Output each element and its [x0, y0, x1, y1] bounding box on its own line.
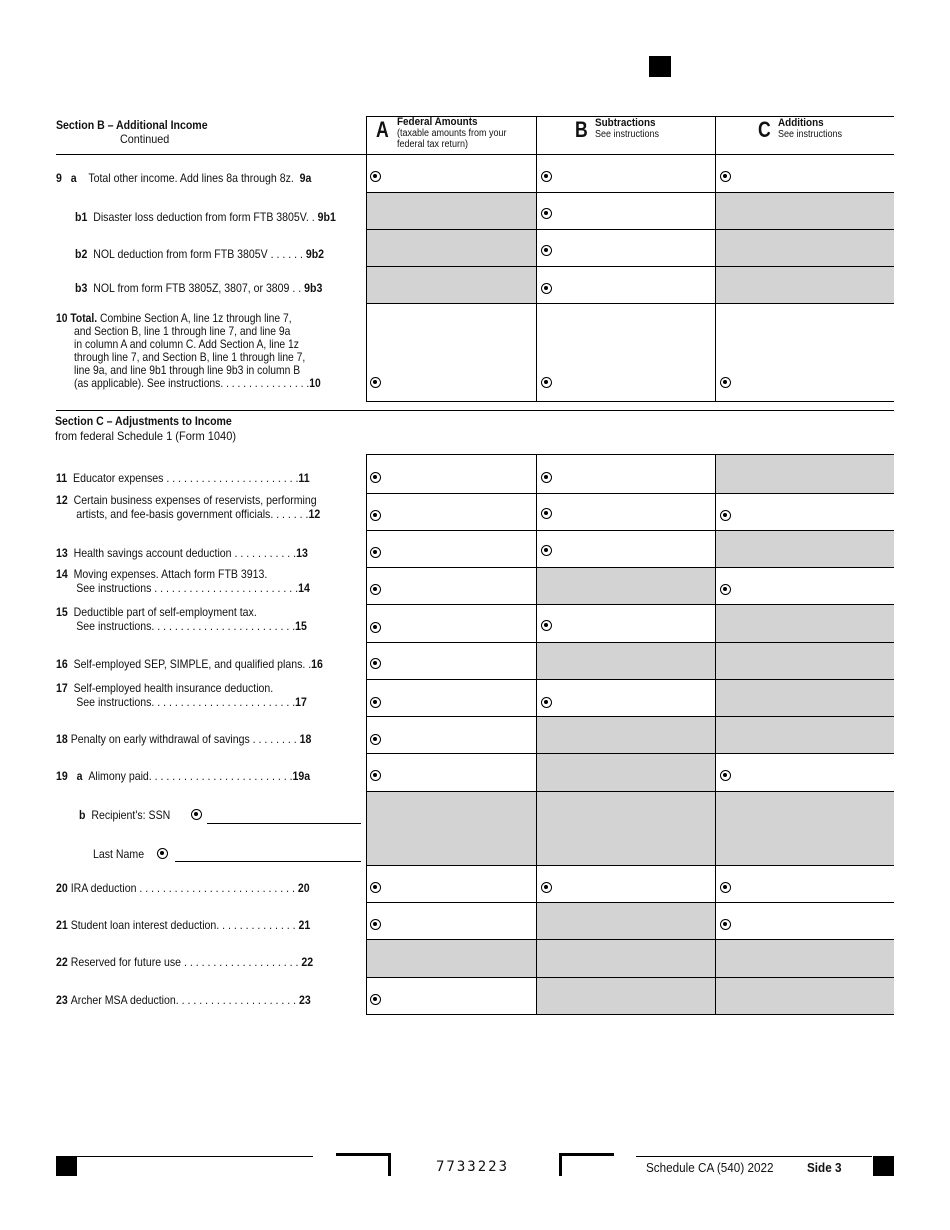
entry-field-marker[interactable]: [370, 547, 381, 558]
lastname-input-line[interactable]: [175, 861, 361, 862]
col-a-letter: A: [376, 117, 389, 142]
col-b-sub: See instructions: [595, 129, 660, 140]
gray-cell: [715, 679, 894, 716]
row-rule: [366, 454, 894, 455]
row-rule: [366, 604, 894, 605]
line-15-label: 15 Deductible part of self-employment tax. See instructions. . . . . . . . . . . . . . . . . . . . . . . . .15: [56, 605, 307, 633]
row-rule: [366, 567, 894, 568]
gray-cell: [715, 454, 894, 493]
line-10-label: 10 Total. Combine Section A, line 1z through line 7, and Section B, line 1 through line 7, and line 9a in column A and column C. Add Section A, line 1z through line 7, and Section B, line 1 through line 7, line 9a, and line 9b1 through line 9b3 in column B (as applicable). See instructions. . . . . . . . . . . . . . . .10: [56, 311, 321, 390]
line-9b2-label: b2 NOL deduction from form FTB 3805V . . . . . . 9b2: [75, 247, 325, 261]
column-rule: [715, 116, 716, 401]
line-9b3-label: b3 NOL from form FTB 3805Z, 3807, or 3809 . . 9b3: [75, 281, 323, 295]
row-rule: [366, 939, 894, 940]
gray-cell: [536, 567, 715, 604]
entry-field-marker[interactable]: [370, 770, 381, 781]
row-rule: [366, 791, 894, 792]
entry-field-marker[interactable]: [370, 734, 381, 745]
footer-bracket-left-side: [388, 1153, 391, 1176]
row-rule: [366, 401, 894, 402]
entry-field-marker[interactable]: [370, 622, 381, 633]
row-rule: [366, 530, 894, 531]
section-c-subtitle: from federal Schedule 1 (Form 1040): [55, 429, 237, 443]
entry-field-marker[interactable]: [541, 208, 552, 219]
footer-rule-left: [77, 1156, 313, 1157]
entry-field-marker[interactable]: [720, 510, 731, 521]
gray-cell: [536, 902, 715, 939]
entry-field-marker[interactable]: [541, 377, 552, 388]
line-13-label: 13 Health savings account deduction . . . . . . . . . . .13: [56, 546, 308, 560]
row-rule: [366, 753, 894, 754]
line-9a-label: 9 a Total other income. Add lines 8a through 8z. 9a: [56, 171, 312, 185]
registration-mark-bottom-right: [873, 1156, 894, 1176]
side-label: Side 3: [807, 1160, 842, 1175]
entry-field-marker[interactable]: [720, 377, 731, 388]
row-rule: [366, 902, 894, 903]
column-rule: [366, 454, 367, 1014]
col-b-title: Subtractions: [595, 117, 656, 129]
col-a-sub1: (taxable amounts from your: [397, 128, 507, 139]
line-18-label: 18 Penalty on early withdrawal of savings . . . . . . . . 18: [56, 732, 312, 746]
section-b-title: Section B – Additional Income: [56, 118, 208, 132]
barcode-number: 7733223: [436, 1159, 510, 1175]
row-rule: [366, 679, 894, 680]
entry-field-marker[interactable]: [720, 882, 731, 893]
entry-field-marker[interactable]: [541, 171, 552, 182]
line-19b-label: b Recipient's: SSN: [79, 808, 171, 822]
line-21-label: 21 Student loan interest deduction. . . . . . . . . . . . . . 21: [56, 918, 311, 932]
entry-field-marker[interactable]: [370, 882, 381, 893]
section-c-title: Section C – Adjustments to Income: [55, 414, 232, 428]
line-12-label: 12 Certain business expenses of reservists, performing artists, and fee-basis government officials. . . . . . .12: [56, 493, 321, 521]
row-rule: [366, 716, 894, 717]
entry-field-marker[interactable]: [370, 472, 381, 483]
ssn-entry-marker[interactable]: [191, 809, 202, 820]
row-rule: [366, 865, 894, 866]
entry-field-marker[interactable]: [370, 171, 381, 182]
line-9b1-label: b1 Disaster loss deduction from form FTB 3805V. . 9b1: [75, 210, 336, 224]
entry-field-marker[interactable]: [720, 171, 731, 182]
ssn-input-line[interactable]: [207, 823, 361, 824]
entry-field-marker[interactable]: [370, 697, 381, 708]
footer-bracket-right-side: [559, 1153, 562, 1176]
entry-field-marker[interactable]: [541, 697, 552, 708]
entry-field-marker[interactable]: [541, 545, 552, 556]
row-rule: [366, 192, 894, 193]
gray-cell: [366, 939, 894, 977]
section-b-subtitle: Continued: [120, 132, 170, 146]
entry-field-marker[interactable]: [720, 584, 731, 595]
column-rule: [536, 116, 537, 401]
footer-bracket-right-top: [559, 1153, 614, 1156]
registration-mark-top: [649, 56, 671, 77]
entry-field-marker[interactable]: [541, 620, 552, 631]
entry-field-marker[interactable]: [370, 584, 381, 595]
section-c-top-rule: [56, 410, 894, 411]
column-rule: [366, 116, 367, 401]
entry-field-marker[interactable]: [541, 245, 552, 256]
col-a-sub2: federal tax return): [397, 139, 469, 150]
column-rule: [715, 454, 716, 1014]
line-20-label: 20 IRA deduction . . . . . . . . . . . . . . . . . . . . . . . . . . . 20: [56, 881, 310, 895]
entry-field-marker[interactable]: [370, 919, 381, 930]
entry-field-marker[interactable]: [370, 510, 381, 521]
gray-cell: [715, 192, 894, 303]
line-16-label: 16 Self-employed SEP, SIMPLE, and qualified plans. .16: [56, 657, 323, 671]
row-rule: [366, 642, 894, 643]
gray-cell: [715, 604, 894, 642]
entry-field-marker[interactable]: [541, 283, 552, 294]
line-17-label: 17 Self-employed health insurance deduction. See instructions. . . . . . . . . . . . . . . . . . . . . . . . .17: [56, 681, 307, 709]
row-rule: [366, 493, 894, 494]
section-b-left-rule: [56, 154, 366, 155]
form-name: Schedule CA (540) 2022: [646, 1160, 774, 1175]
entry-field-marker[interactable]: [541, 882, 552, 893]
line-19a-label: 19 a Alimony paid. . . . . . . . . . . . . . . . . . . . . . . . .19a: [56, 769, 311, 783]
gray-cell: [536, 753, 715, 791]
entry-field-marker[interactable]: [541, 472, 552, 483]
entry-field-marker[interactable]: [370, 658, 381, 669]
gray-cell: [715, 530, 894, 567]
line-23-label: 23 Archer MSA deduction. . . . . . . . . . . . . . . . . . . . . 23: [56, 993, 311, 1007]
entry-field-marker[interactable]: [370, 994, 381, 1005]
lastname-entry-marker[interactable]: [157, 848, 168, 859]
col-c-title: Additions: [778, 117, 824, 129]
row-rule: [366, 154, 894, 155]
footer-rule-right: [636, 1156, 872, 1157]
entry-field-marker[interactable]: [370, 377, 381, 388]
gray-cell: [366, 791, 894, 865]
column-rule: [536, 454, 537, 1014]
registration-mark-bottom-left: [56, 1156, 77, 1176]
line-19b-lastname-label: Last Name: [93, 847, 145, 861]
gray-cell: [366, 192, 536, 303]
row-rule: [366, 229, 894, 230]
row-rule: [366, 977, 894, 978]
footer-bracket-left-top: [336, 1153, 391, 1156]
row-rule: [366, 1014, 894, 1015]
line-11-label: 11 Educator expenses . . . . . . . . . . . . . . . . . . . . . . .11: [56, 471, 310, 485]
row-rule: [366, 303, 894, 304]
col-c-letter: C: [758, 117, 771, 142]
entry-field-marker[interactable]: [541, 508, 552, 519]
entry-field-marker[interactable]: [720, 770, 731, 781]
row-rule: [366, 266, 894, 267]
entry-field-marker[interactable]: [720, 919, 731, 930]
col-b-letter: B: [575, 117, 588, 142]
col-c-sub: See instructions: [778, 129, 843, 140]
col-a-title: Federal Amounts: [397, 116, 478, 128]
line-14-label: 14 Moving expenses. Attach form FTB 3913. See instructions . . . . . . . . . . . . . . . . . . . . . . . . .14: [56, 567, 310, 595]
line-22-label: 22 Reserved for future use . . . . . . . . . . . . . . . . . . . . 22: [56, 955, 314, 969]
